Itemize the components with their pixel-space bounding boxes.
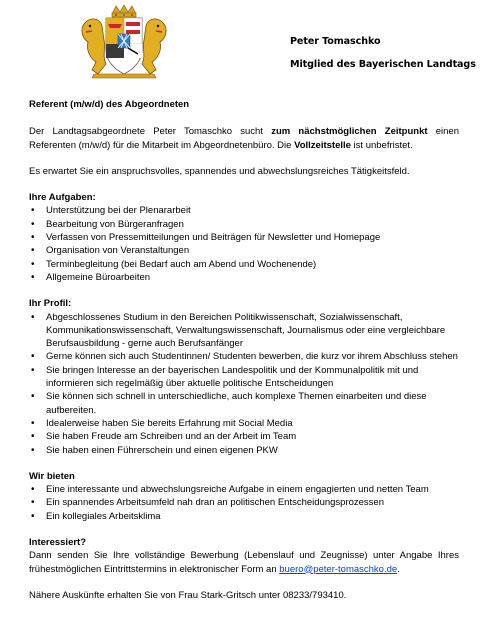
bavarian-coat-of-arms-icon [76, 4, 172, 80]
list-item: • Abgeschlossenes Studium in den Bereichen Politikwissenschaft, Sozialwissenschaft, Kommunikationswissenschaft, Verwaltungswissenschaft, Journalismus oder eine vergleichbare Berufsausbildung - gerne auch Berufsanfänger [29, 311, 459, 351]
list-item: • Sie haben einen Führerschein und einen eigenen PKW [29, 444, 459, 457]
list-item: • Eine interessante und abwechslungsreiche Aufgabe in einem engagierten und netten Team [29, 483, 459, 496]
list-item: • Bearbeitung von Bürgeranfragen [29, 218, 459, 231]
list-item: • Unterstützung bei der Plenararbeit [29, 204, 459, 217]
list-item: • Verfassen von Pressemitteilungen und Beiträgen für Newsletter und Homepage [29, 231, 459, 244]
profile-heading: Ihr Profil: [29, 298, 72, 310]
contact-paragraph: Nähere Auskünfte erhalten Sie von Frau Stark-Gritsch unter 08233/793410. [29, 589, 347, 601]
list-item: • Ein spannendes Arbeitsumfeld nah dran an politischen Entscheidungsprozessen [29, 496, 459, 509]
list-item: • Gerne können sich auch Studentinnen/ Studenten bewerben, die kurz vor ihrem Abschluss stehen [29, 350, 459, 363]
document-body [29, 98, 459, 602]
expect-paragraph: Es erwartet Sie ein anspruchsvolles, spannendes und abwechslungsreiches Tätigkeitsfeld. [29, 165, 410, 177]
list-item: • Terminbegleitung (bei Bedarf auch am Abend und Wochenende) [29, 258, 459, 271]
apply-heading: Interessiert? [29, 537, 87, 549]
profile-list [29, 311, 459, 457]
list-item: • Idealerweise haben Sie bereits Erfahrung mit Social Media [29, 417, 459, 430]
list-item: • Allgemeine Büroarbeiten [29, 271, 459, 284]
tasks-list [29, 204, 459, 284]
list-item: • Sie haben Freude am Schreiben und an der Arbeit im Team [29, 430, 459, 443]
intro-paragraph: Der Landtagsabgeordnete Peter Tomaschko sucht zum nächstmöglichen Zeitpunkt einen Referenten (m/w/d) für die Mitarbeit im Abgeordnetenbüro. Die Vollzeitstelle ist unbefristet. [29, 126, 459, 151]
offer-list [29, 483, 459, 523]
list-item: • Organisation von Veranstaltungen [29, 244, 459, 257]
list-item: • Ein kollegiales Arbeitsklima [29, 510, 459, 523]
tasks-heading: Ihre Aufgaben: [29, 192, 96, 204]
header-name: Peter Tomaschko [290, 36, 381, 47]
apply-paragraph: Dann senden Sie Ihre vollständige Bewerbung (Lebenslauf und Zeugnisse) unter Angabe Ihres frühestmöglichen Eintrittstermins in elektronischer Form an buero@peter-tomaschko.de. [29, 550, 459, 575]
list-item: • Sie können sich schnell in unterschiedliche, auch komplexe Themen einarbeiten und diese aufbereiten. [29, 390, 459, 417]
list-item: • Sie bringen Interesse an der bayerischen Landespolitik und der Kommunalpolitik mit und informieren sich regelmäßig über aktuelle politische Entscheidungen [29, 364, 459, 391]
page-title: Referent (m/w/d) des Abgeordneten [29, 99, 190, 110]
header-role: Mitglied des Bayerischen Landtags [290, 59, 476, 70]
offer-heading: Wir bieten [29, 470, 75, 482]
email-link[interactable]: buero@peter-tomaschko.de [279, 563, 398, 575]
